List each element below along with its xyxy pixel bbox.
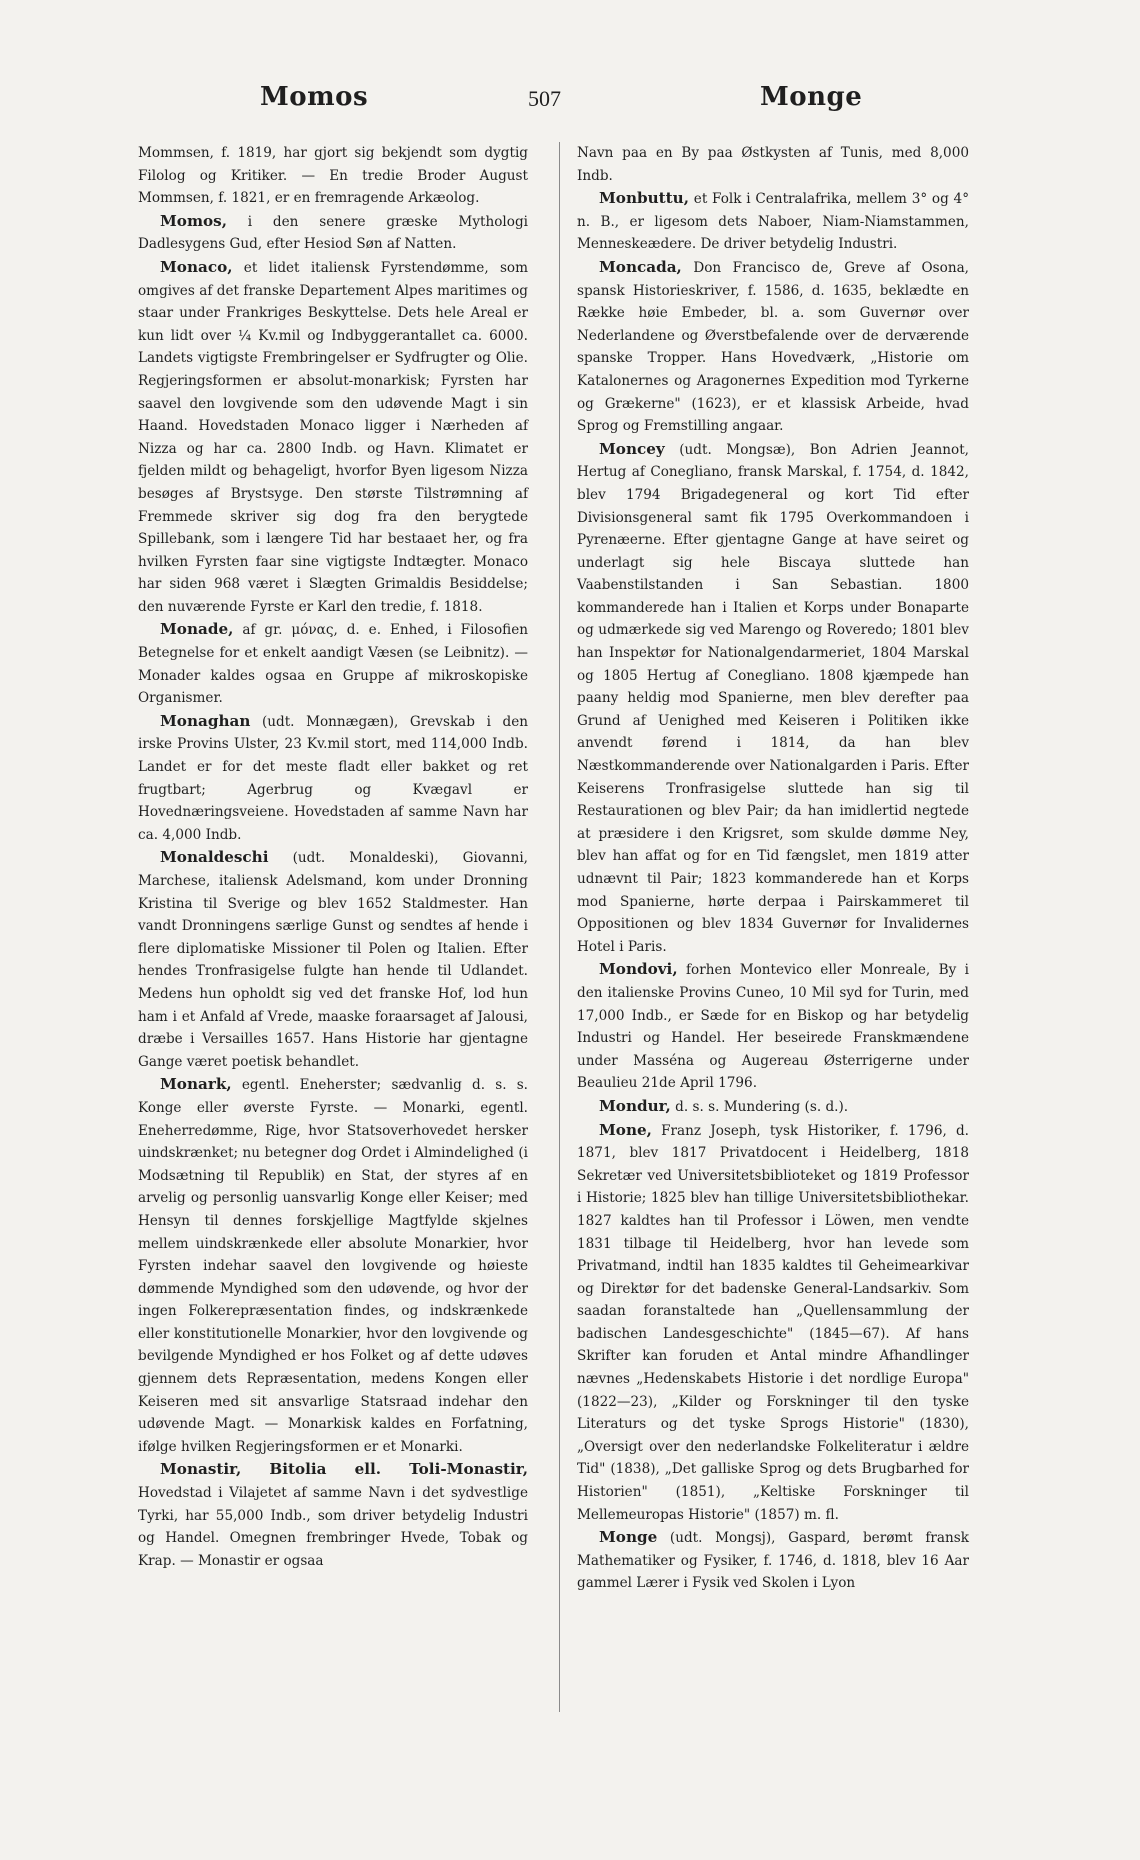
entry-text: Franz Joseph, tysk Historiker, f. 1796, d. 1871, blev 1817 Privatdocent i Heidelberg, 1818 Sekretær ved Universitetsbiblioteket og 1819 Professor i Historie; 1825 blev han tillige Universitetsbibliothekar. 1827 kaldtes han til Professor i Löwen, men vendte 1831 tilbage til Heidelberg, hvor han levede som Privatmand, indtil han 1835 kaldtes til Geheimearkivar og Direktør for det badenske General-Landsarkiv. Som saadan foranstaltede han „Quellensammlung der badischen Landesgeschichte" (1845—67). Af hans Skrifter kan foruden et Antal mindre Afhandlinger nævnes „Hedenskabets Historie i det nordlige Europa" (1822—23), „Kilder og Forskninger til den tyske Literaturs og det tyske Sprogs Historie" (1830), „Oversigt over den nederlandske Folkeliteratur i ældre Tid" (1838), „Det galliske Sprog og dets Brugbarhed for Historien" (1851), „Keltiske Forskninger til Mellemeuropas Historie" (1857) m. fl.	[577, 1122, 969, 1523]
entry-text: et lidet italiensk Fyrstendømme, som omgives af det franske Departement Alpes maritimes og staar under Frankriges Beskyttelse. Dets hele Areal er kun lidt over ¼ Kv.mil og Indbyggerantallet ca. 6000. Landets vigtigste Frembringelser er Sydfrugter og Olie. Regjeringsformen er absolut-monarkisk; Fyrsten har saavel den lovgivende som den udøvende Magt i sin Haand. Hovedstaden Monaco ligger i Nærheden af Nizza og har ca. 2800 Indb. og Havn. Klimatet er fjelden mildt og behageligt, hvorfor Byen ligesom Nizza besøges af Brystsyge. Den største Tilstrømning af Fremmede skriver sig dog fra den berygtede Spillebank, som i længere Tid har bestaaet her, og fra hvilken Fyrsten faar sine vigtigste Indtægter. Monaco har siden 968 været i Slægten Grimaldis Besiddelse; den nuværende Fyrste er Karl den tredie, f. 1818.	[138, 259, 528, 615]
entry-headword: Monaco,	[160, 257, 233, 276]
entry-headword: Monark,	[160, 1075, 232, 1094]
entry-text: (udt. Monnægæn), Grevskab i den irske Provins Ulster, 23 Kv.mil stort, med 114,000 Indb. Landet er for det meste fladt eller bakket og ret frugtbart; Agerbrug og Kvægavl er Hovednæringsveiene. Hovedstaden af samme Navn har ca. 4,000 Indb.	[138, 713, 528, 843]
header-left-word: Momos	[260, 82, 369, 112]
entry-headword: Monaldeschi	[160, 848, 269, 867]
entry-headword: Monaghan	[160, 711, 251, 730]
entry-text: i den senere græske Mythologi Dadlesygens Gud, efter Hesiod Søn af Natten.	[138, 213, 528, 253]
entry-headword: Momos,	[160, 211, 227, 230]
dictionary-entry	[577, 1119, 969, 1527]
dictionary-entry	[138, 1458, 528, 1572]
entry-headword: Mondur,	[599, 1096, 671, 1115]
dictionary-entry	[577, 1526, 969, 1595]
entry-text: af gr. μόνας, d. e. Enhed, i Filosofien Betegnelse for et enkelt aandigt Væsen (se Leibnitz). — Monader kaldes ogsaa en Gruppe af mikroskopiske Organismer.	[138, 622, 528, 707]
dictionary-entry	[138, 618, 528, 709]
entry-text: egentl. Eneherster; sædvanlig d. s. s. Konge eller øverste Fyrste. — Monarki, egentl. Eneherredømme, Rige, hvor Statsoverhovedet hersker uindskrænket; nu betegner dog Ordet i Almindelighed (i Modsætning til Republik) en Stat, der styres af en arvelig og personlig uansvarlig Konge eller Keiser; med Hensyn til dennes forskjellige Magtfylde skjelnes mellem uindskrænkede eller absolute Monarkier, hvor Fyrsten indehar saavel den lovgivende og høieste dømmende Myndighed som den udøvende, og hvor der ingen Folkerepræsentation findes, og indskrænkede eller konstitutionelle Monarkier, hvor den lovgivende og bevilgende Myndighed er hos Folket og af dette udøves gjennem dets Repræsentation, medens Kongen eller Keiseren med sit ansvarlige Statsraad indehar den udøvende Magt. — Monarkisk kaldes en Forfatning, ifølge hvilken Regjeringsformen er et Monarki.	[138, 1077, 528, 1455]
entry-text: Navn paa en By paa Østkysten af Tunis, med 8,000 Indb.	[577, 145, 969, 184]
entry-headword: Moncey	[599, 439, 665, 458]
page-header	[0, 82, 1140, 122]
entry-text: Mommsen, f. 1819, har gjort sig bekjendt som dygtig Filolog og Kritiker. — En tredie Broder August Mommsen, f. 1821, er en fremragende Arkæolog.	[138, 145, 528, 207]
entry-text: et Folk i Centralafrika, mellem 3° og 4° n. B., er ligesom dets Naboer, Niam-Niamstammen, Menneskeædere. De driver betydelig Industri.	[577, 191, 969, 253]
dictionary-entry	[138, 142, 528, 210]
column-divider	[559, 142, 560, 1712]
header-right-word: Monge	[760, 82, 863, 112]
right-column	[577, 142, 969, 1595]
entry-text: forhen Montevico eller Monreale, By i den italienske Provins Cuneo, 10 Mil syd for Turin, med 17,000 Indb., er Sæde for en Biskop og har betydelig Industri og Handel. Her beseirede Franskmændene under Masséna og Augereau Østerrigerne under Beaulieu 21de April 1796.	[577, 962, 969, 1092]
dictionary-entry	[138, 1073, 528, 1458]
entry-text: Don Francisco de, Greve af Osona, spansk Historieskriver, f. 1586, d. 1635, beklædte en Række høie Embeder, bl. a. som Guvernør over Nederlandene og Øverstbefalende over de derværende spanske Tropper. Hans Hovedværk, „Historie om Katalonernes og Aragonernes Expedition mod Tyrkerne og Grækerne" (1623), er et klassisk Arbeide, hvad Sprog og Fremstilling angaar.	[577, 259, 969, 435]
dictionary-entry	[577, 438, 969, 959]
dictionary-entry	[577, 142, 969, 187]
entry-text: d. s. s. Mundering (s. d.).	[670, 1098, 849, 1115]
dictionary-entry	[138, 846, 528, 1073]
dictionary-entry	[138, 210, 528, 256]
entry-headword: Mondovi,	[599, 960, 678, 979]
entry-text: (udt. Monaldeski), Giovanni, Marchese, italiensk Adelsmand, kom under Dronning Kristina til Sverige og blev 1652 Staldmester. Han vandt Dronningens særlige Gunst og sendtes af hende i flere diplomatiske Missioner til Polen og Italien. Efter hendes Tronfrasigelse fulgte han hende til Udlandet. Medens hun opholdt sig ved det franske Hof, lod hun ham i et Anfald af Vrede, maaske foraarsaget af Jalousi, dræbe i Versailles 1657. Hans Historie har gjentagne Gange været poetisk behandlet.	[138, 850, 528, 1070]
dictionary-entry	[138, 256, 528, 619]
dictionary-entry	[577, 958, 969, 1095]
entry-headword: Moncada,	[599, 257, 682, 276]
entry-headword: Monade,	[160, 620, 234, 639]
dictionary-entry	[138, 710, 528, 847]
dictionary-entry	[577, 187, 969, 256]
entry-headword: Mone,	[599, 1120, 652, 1139]
page-number: 507	[528, 86, 561, 111]
entry-headword: Monbuttu,	[599, 189, 690, 208]
entry-text: (udt. Mongsj), Gaspard, berømt fransk Mathematiker og Fysiker, f. 1746, d. 1818, blev 16 Aar gammel Lærer i Fysik ved Skolen i Lyon	[577, 1530, 969, 1592]
entry-headword: Monge	[599, 1528, 658, 1547]
dictionary-entry	[577, 256, 969, 438]
entry-text: (udt. Mongsæ), Bon Adrien Jeannot, Hertug af Conegliano, fransk Marskal, f. 1754, d. 1842, blev 1794 Brigadegeneral og kort Tid efter Divisionsgeneral samt fik 1795 Overkommandoen i Pyrenæerne. Efter gjentagne Gange at have seiret og underlagt sig hele Biscaya sluttede han Vaabenstilstanden i San Sebastian. 1800 kommanderede han i Italien et Korps under Bonaparte og udmærkede sig ved Marengo og Roveredo; 1801 blev han Inspektør for Nationalgendarmeriet, 1804 Marskal og 1805 Hertug af Conegliano. 1808 kjæmpede han paany heldig mod Spanierne, men blev derefter paa Grund af Uenighed med Keiseren i Politiken ikke anvendt førend i 1814, da han blev Næstkommanderende over Nationalgarden i Paris. Efter Keiserens Tronfrasigelse sluttede han sig til Restaurationen og blev Pair; da han imidlertid negtede at præsidere i den Krigsret, som skulde dømme Ney, blev han affat og for en Tid fængslet, men 1819 atter udnævnt til Pair; 1823 kommanderede han et Korps mod Spanierne, hørte derpaa i Pairskammeret til Oppositionen og blev 1834 Guvernør for Invalidernes Hotel i Paris.	[577, 441, 969, 955]
dictionary-entry	[577, 1095, 969, 1119]
entry-headword: Monastir, Bitolia ell. Toli-Monastir,	[160, 1460, 528, 1479]
entry-text: Hovedstad i Vilajetet af samme Navn i det sydvestlige Tyrki, har 55,000 Indb., som driver betydelig Industri og Handel. Omegnen frembringer Hvede, Tobak og Krap. — Monastir er ogsaa	[138, 1485, 528, 1569]
left-column	[138, 142, 528, 1572]
